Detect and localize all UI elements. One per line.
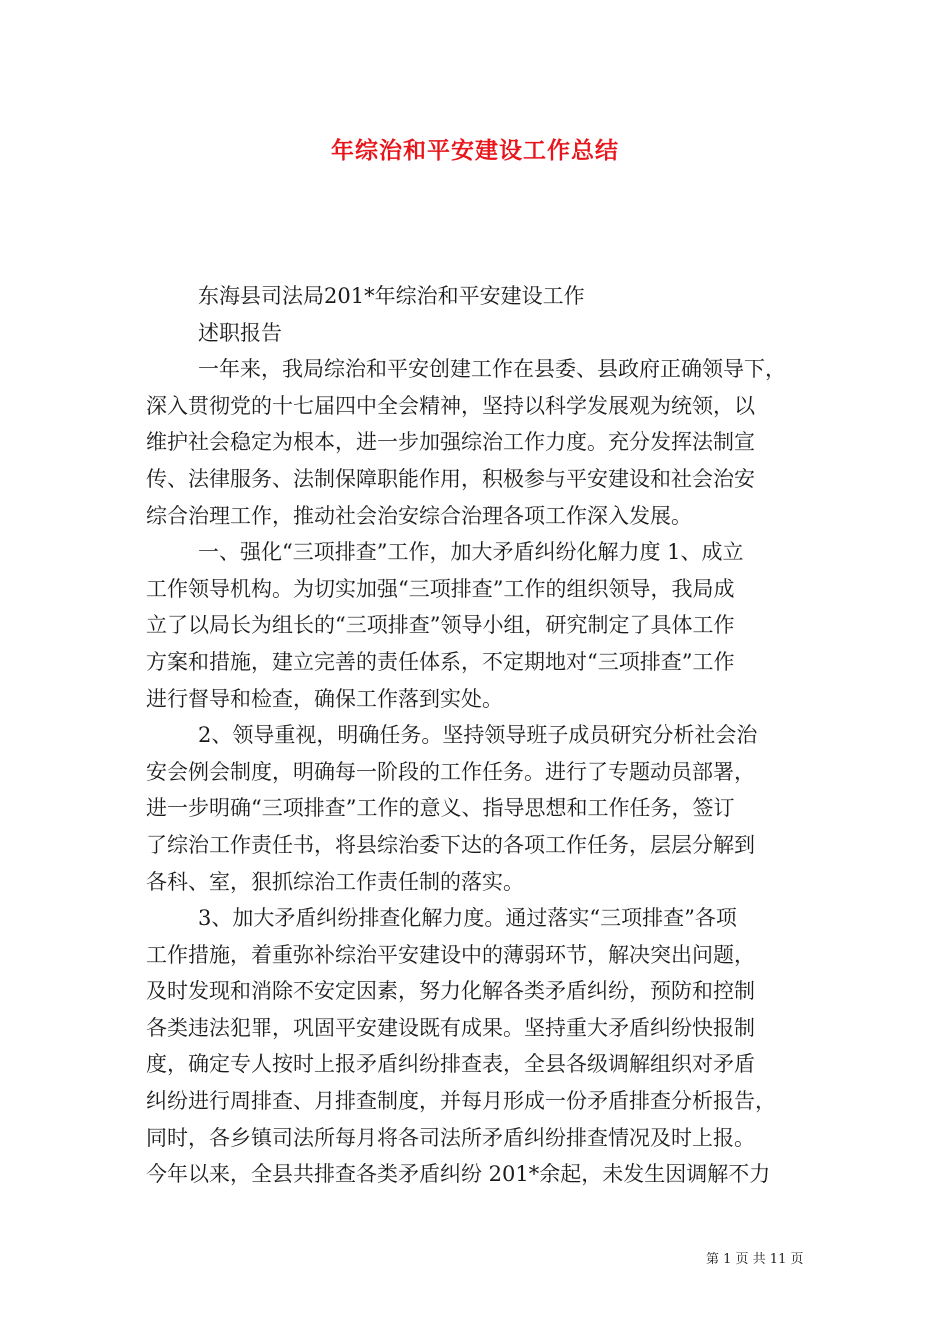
text-line: 维护社会稳定为根本，进一步加强综治工作力度。充分发挥法制宣 xyxy=(146,430,755,455)
text-line: 各类违法犯罪，巩固平安建设既有成果。坚持重大矛盾纠纷快报制 xyxy=(146,1015,755,1040)
text-line: 及时发现和消除不安定因素，努力化解各类矛盾纠纷，预防和控制 xyxy=(146,979,755,1004)
text-line: 综合治理工作，推动社会治安综合治理各项工作深入发展。 xyxy=(146,503,692,528)
text-line: 一、强化“三项排查”工作，加大矛盾纠纷化解力度 1、成立 xyxy=(198,540,744,565)
text-line: 工作领导机构。为切实加强“三项排查”工作的组织领导，我局成 xyxy=(146,576,735,601)
text-line: 今年以来，全县共排查各类矛盾纠纷 201*余起，未发生因调解不力 xyxy=(146,1162,771,1187)
text-line: 深入贯彻党的十七届四中全会精神，坚持以科学发展观为统领，以 xyxy=(146,393,755,418)
paragraph-3 xyxy=(146,717,806,900)
text-line: 安会例会制度，明确每一阶段的工作任务。进行了专题动员部署， xyxy=(146,759,755,784)
paragraph-1 xyxy=(146,351,806,534)
paragraph-4 xyxy=(146,900,806,1193)
text-line: 3、加大矛盾纠纷排查化解力度。通过落实“三项排查”各项 xyxy=(198,906,737,931)
document-title: 年综治和平安建设工作总结 xyxy=(331,137,619,164)
heading-line: 东海县司法局201*年综治和平安建设工作 xyxy=(198,284,585,308)
text-line: 立了以局长为组长的“三项排查”领导小组，研究制定了具体工作 xyxy=(146,613,735,638)
text-line: 进行督导和检查，确保工作落到实处。 xyxy=(146,686,503,711)
text-line: 同时，各乡镇司法所每月将各司法所矛盾纠纷排查情况及时上报。 xyxy=(146,1125,755,1150)
text-line: 纠纷进行周排查、月排查制度，并每月形成一份矛盾排查分析报告， xyxy=(146,1089,776,1114)
text-line: 工作措施，着重弥补综治平安建设中的薄弱环节，解决突出问题， xyxy=(146,942,755,967)
text-line: 方案和措施，建立完善的责任体系，不定期地对“三项排查”工作 xyxy=(146,649,735,674)
text-line: 度，确定专人按时上报矛盾纠纷排查表，全县各级调解组织对矛盾 xyxy=(146,1052,755,1077)
text-line: 进一步明确“三项排查”工作的意义、指导思想和工作任务，签订 xyxy=(146,796,735,821)
text-line: 一年来，我局综治和平安创建工作在县委、县政府正确领导下， xyxy=(198,357,786,382)
heading-line: 述职报告 xyxy=(198,320,282,345)
document-body xyxy=(146,278,806,1193)
text-line: 各科、室，狠抓综治工作责任制的落实。 xyxy=(146,869,524,894)
text-line: 了综治工作责任书，将县综治委下达的各项工作任务，层层分解到 xyxy=(146,832,755,857)
text-line: 2、领导重视，明确任务。坚持领导班子成员研究分析社会治 xyxy=(198,723,758,748)
text-line: 传、法律服务、法制保障职能作用，积极参与平安建设和社会治安 xyxy=(146,466,755,491)
paragraph-2 xyxy=(146,534,806,717)
page-footer: 第 1 页 共 11 页 xyxy=(706,1252,804,1267)
